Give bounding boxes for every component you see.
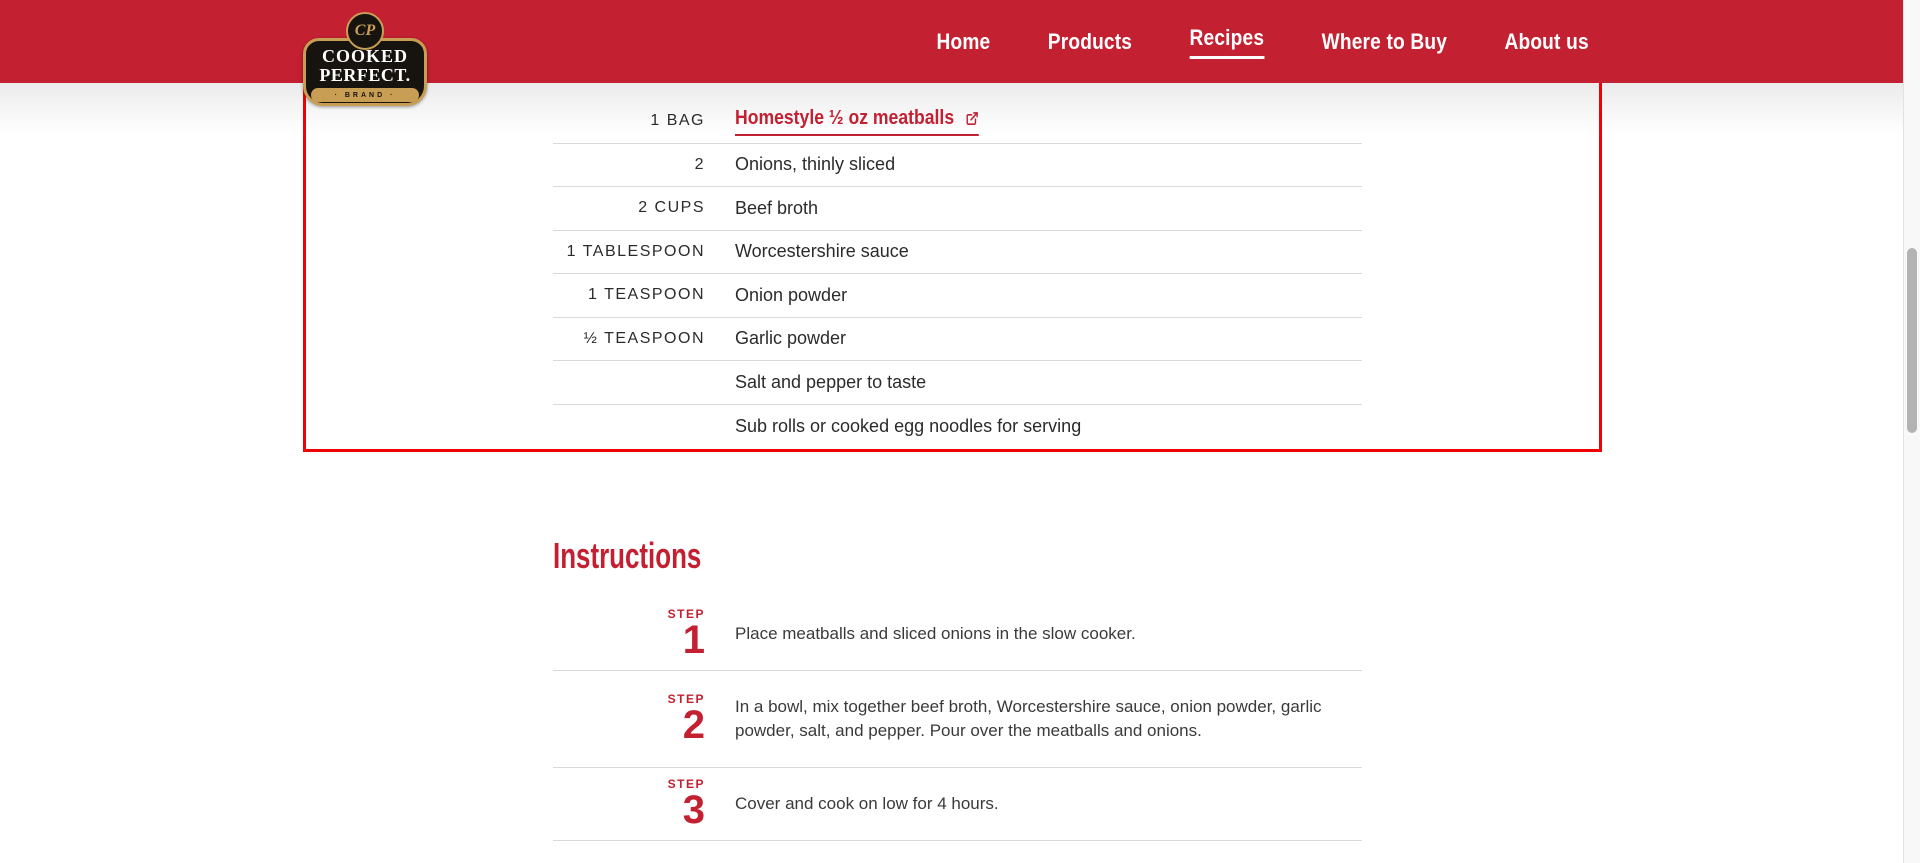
step-number: 2 [682,703,705,747]
ingredient-name: Sub rolls or cooked egg noodles for serving [735,415,1082,436]
ingredient-row [553,231,1362,275]
ingredient-name: Garlic powder [735,328,847,349]
step-row-3 [553,768,1362,841]
scrollbar-thumb[interactable] [1907,248,1917,433]
logo-brand-ribbon: · BRAND · [311,88,419,102]
step-number: 1 [682,618,705,662]
ingredient-name: Onion powder [735,284,848,305]
step-row-2 [553,671,1362,768]
ingredient-row [553,274,1362,318]
step-label: STEP [667,692,705,706]
ingredient-row [553,318,1362,362]
ingredient-amount: 1 TABLESPOON [566,242,705,260]
ingredient-row [553,100,1362,144]
nav-item-home[interactable]: Home [936,28,991,54]
ingredient-row [553,187,1362,231]
step-label: STEP [667,777,705,791]
step-label: STEP [667,607,705,621]
logo-monogram-icon: CP [346,12,384,50]
ingredient-name [735,107,1012,136]
steps-list [553,598,1362,841]
step-badge [553,608,705,660]
step-text: Place meatballs and sliced onions in the slow cooker. [735,624,1136,643]
main-nav [879,0,1589,83]
step-badge [553,693,705,745]
instructions-title: Instructions [553,535,702,576]
nav-item-about-us[interactable]: About us [1504,28,1589,54]
brand-logo[interactable] [301,12,429,107]
ingredient-amount: 1 BAG [650,112,705,130]
ingredient-amount: ½ TEASPOON [583,329,705,347]
step-text: Cover and cook on low for 4 hours. [735,794,999,813]
logo-text-line2: PERFECT. [319,65,411,85]
step-number: 3 [682,788,705,832]
ingredient-name: Beef broth [735,197,819,218]
step-text: In a bowl, mix together beef broth, Worcestershire sauce, onion powder, garlic powder, salt, and pepper. Pour over the meatballs and onions. [735,697,1322,740]
ingredients-list [553,100,1362,448]
ingredient-amount: 1 TEASPOON [588,286,705,304]
step-badge [553,778,705,830]
instructions-section [553,535,1362,841]
ingredient-name: Salt and pepper to taste [735,371,927,392]
external-link-icon [965,109,978,132]
ingredient-row [553,144,1362,188]
step-row-1 [553,598,1362,671]
nav-item-where-to-buy[interactable]: Where to Buy [1321,28,1448,54]
ingredient-link-label: Homestyle ½ oz meatballs [735,106,955,129]
ingredient-row [553,361,1362,405]
ingredient-row [553,405,1362,449]
logo-text-line1: COOKED [321,46,408,66]
ingredient-link[interactable] [735,107,978,136]
nav-item-products[interactable]: Products [1047,28,1133,54]
scrollbar-track[interactable] [1903,0,1920,863]
nav-item-recipes[interactable]: Recipes [1190,25,1265,59]
ingredient-amount: 2 [694,155,705,173]
ingredient-amount: 2 CUPS [638,199,705,217]
ingredient-name: Worcestershire sauce [735,241,909,262]
site-header [0,0,1920,83]
ingredient-name: Onions, thinly sliced [735,154,896,175]
